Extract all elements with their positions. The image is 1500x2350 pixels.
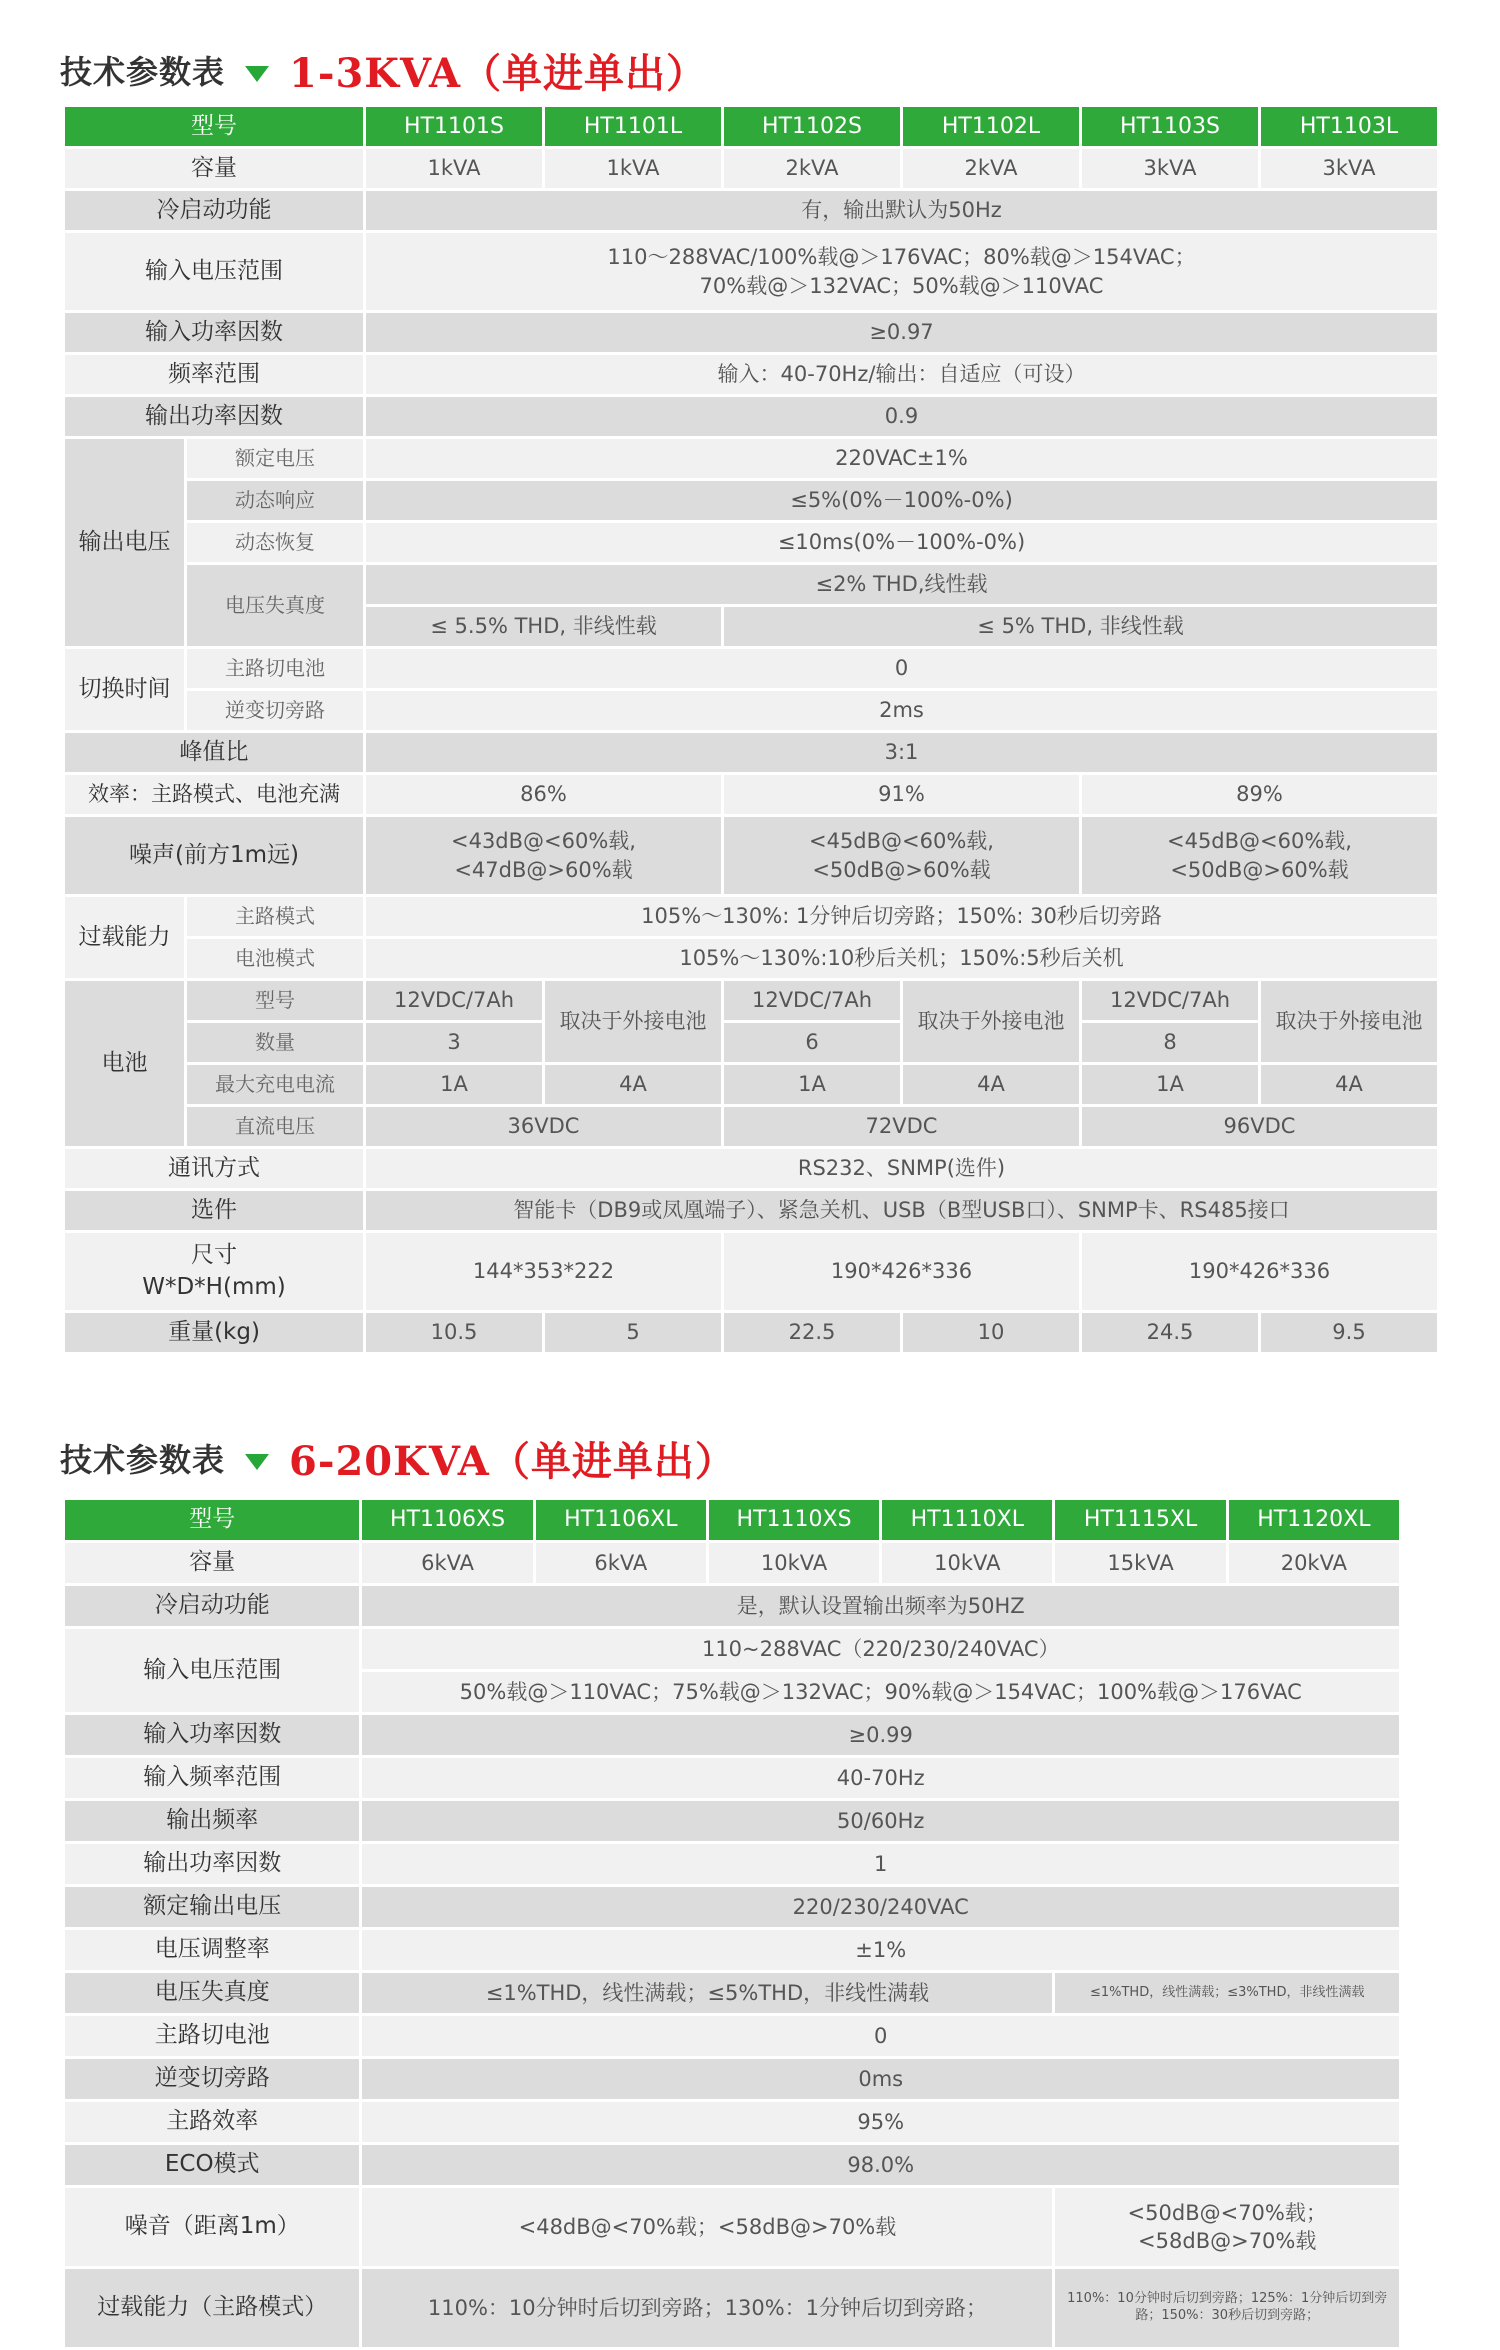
table-row — [65, 2102, 1399, 2142]
section1-title-label: 技术参数表 — [60, 53, 226, 91]
output-pf-value: 1 — [362, 1844, 1399, 1884]
table-row — [65, 897, 1437, 936]
weight-value: 10.5 — [366, 1313, 542, 1352]
noise-line: <50dB@>60%载 — [812, 857, 991, 882]
overload-battery-label: 电池模式 — [187, 939, 363, 978]
table-row — [65, 733, 1437, 772]
input-pf-label: 输入功率因数 — [65, 313, 363, 352]
table-row — [65, 1629, 1399, 1669]
overload-value: 110%：10分钟时后切到旁路；130%：1分钟后切到旁路； — [362, 2269, 1052, 2347]
input-voltage-value: 110~288VAC（220/230/240VAC） — [362, 1629, 1399, 1669]
capacity-value: 1kVA — [545, 149, 721, 188]
table-row — [65, 1065, 1437, 1104]
model-name: HT1103L — [1261, 107, 1437, 146]
input-freq-value: 40-70Hz — [362, 1758, 1399, 1798]
inverter-to-bypass-value: 0ms — [362, 2059, 1399, 2099]
capacity-label: 容量 — [65, 149, 363, 188]
table-row — [65, 439, 1437, 478]
thd-nonlinear-value: ≤ 5% THD, 非线性载 — [724, 607, 1437, 646]
cold-start-label: 冷启动功能 — [65, 1586, 359, 1626]
rated-voltage-label: 额定电压 — [187, 439, 363, 478]
overload-value: 110%：10分钟时后切到旁路；125%：1分钟后切到旁路；150%：30秒后切到旁路； — [1055, 2269, 1399, 2347]
charge-current: 4A — [545, 1065, 721, 1104]
table-row — [65, 649, 1437, 688]
table-row — [65, 1191, 1437, 1230]
battery-type: 12VDC/7Ah — [366, 981, 542, 1020]
cold-start-label: 冷启动功能 — [65, 191, 363, 230]
input-pf-value: ≥0.97 — [366, 313, 1437, 352]
crest-label: 峰值比 — [65, 733, 363, 772]
table-row — [65, 1930, 1399, 1970]
thd-linear-value: ≤2% THD,线性载 — [366, 565, 1437, 604]
model-name: HT1106XL — [536, 1500, 706, 1540]
dynamic-recovery-label: 动态恢复 — [187, 523, 363, 562]
triangle-down-icon — [245, 66, 269, 82]
size-value: 190*426*336 — [1082, 1233, 1437, 1310]
table-row — [65, 2188, 1399, 2266]
overload-main-value: 105%～130%: 1分钟后切旁路；150%: 30秒后切旁路 — [366, 897, 1437, 936]
weight-value: 24.5 — [1082, 1313, 1258, 1352]
model-header-label: 型号 — [65, 1500, 359, 1540]
battery-count: 6 — [724, 1023, 900, 1062]
table-row — [65, 1887, 1399, 1927]
table-row — [65, 1844, 1399, 1884]
capacity-value: 10kVA — [709, 1543, 879, 1583]
capacity-value: 6kVA — [536, 1543, 706, 1583]
size-label-line2: W*D*H(mm) — [142, 1273, 286, 1300]
battery-type: 12VDC/7Ah — [724, 981, 900, 1020]
section2-title-label: 技术参数表 — [60, 1441, 226, 1479]
noise-value — [1082, 817, 1437, 894]
overload-label: 过载能力（主路模式） — [65, 2269, 359, 2347]
noise-line: <45dB@<60%载, — [808, 829, 994, 854]
table-row — [65, 1107, 1437, 1146]
weight-value: 10 — [903, 1313, 1079, 1352]
cold-start-value: 是，默认设置输出频率为50HZ — [362, 1586, 1399, 1626]
charge-current: 4A — [1261, 1065, 1437, 1104]
capacity-value: 10kVA — [882, 1543, 1052, 1583]
noise-label: 噪声(前方1m远) — [65, 817, 363, 894]
noise-line: <47dB@>60%载 — [454, 857, 633, 882]
table-row — [65, 149, 1437, 188]
model-name: HT1110XS — [709, 1500, 879, 1540]
overload-main-label: 主路模式 — [187, 897, 363, 936]
noise-line: <45dB@<60%载, — [1166, 829, 1352, 854]
table-row — [65, 565, 1437, 604]
table-row — [65, 233, 1437, 310]
thd-value: ≤1%THD，线性满载；≤3%THD，非线性满载 — [1055, 1973, 1399, 2013]
dynamic-response-label: 动态响应 — [187, 481, 363, 520]
switch-time-label: 切换时间 — [65, 649, 184, 730]
noise-value — [724, 817, 1079, 894]
capacity-value: 1kVA — [366, 149, 542, 188]
battery-type-label: 型号 — [187, 981, 363, 1020]
thd-nonlinear-value: ≤ 5.5% THD, 非线性载 — [366, 607, 721, 646]
table-row — [65, 2269, 1399, 2347]
regulation-value: ±1% — [362, 1930, 1399, 1970]
input-voltage-line1: 110～288VAC/100%载@＞176VAC；80%载@＞154VAC； — [607, 245, 1196, 270]
dc-voltage: 96VDC — [1082, 1107, 1437, 1146]
output-freq-label: 输出频率 — [65, 1801, 359, 1841]
output-pf-label: 输出功率因数 — [65, 1844, 359, 1884]
dc-voltage-label: 直流电压 — [187, 1107, 363, 1146]
table-row — [65, 2145, 1399, 2185]
overload-label: 过载能力 — [65, 897, 184, 978]
section2-title-range: 6-20KVA（单进单出） — [289, 1437, 736, 1485]
table-row — [65, 817, 1437, 894]
eco-value: 98.0% — [362, 2145, 1399, 2185]
table-row — [65, 1500, 1399, 1540]
table-row — [65, 191, 1437, 230]
output-freq-value: 50/60Hz — [362, 1801, 1399, 1841]
charge-current-label: 最大充电电流 — [187, 1065, 363, 1104]
charge-current: 1A — [1082, 1065, 1258, 1104]
input-voltage-label: 输入电压范围 — [65, 233, 363, 310]
capacity-value: 2kVA — [903, 149, 1079, 188]
table-row — [65, 939, 1437, 978]
efficiency-value: 86% — [366, 775, 721, 814]
battery-external: 取决于外接电池 — [545, 981, 721, 1062]
eco-label: ECO模式 — [65, 2145, 359, 2185]
size-value: 144*353*222 — [366, 1233, 721, 1310]
noise-line: <58dB@>70%载 — [1138, 2229, 1317, 2253]
cold-start-value: 有，输出默认为50Hz — [366, 191, 1437, 230]
table-row — [65, 1313, 1437, 1352]
table-row — [65, 691, 1437, 730]
efficiency-value: 89% — [1082, 775, 1437, 814]
noise-value: <48dB@<70%载；<58dB@>70%载 — [362, 2188, 1052, 2266]
section2-title — [60, 1428, 736, 1488]
battery-type: 12VDC/7Ah — [1082, 981, 1258, 1020]
table-row — [65, 107, 1437, 146]
input-pf-label: 输入功率因数 — [65, 1715, 359, 1755]
table-row — [65, 481, 1437, 520]
main-to-battery-value: 0 — [366, 649, 1437, 688]
overload-battery-value: 105%～130%:10秒后关机；150%:5秒后关机 — [366, 939, 1437, 978]
charge-current: 1A — [366, 1065, 542, 1104]
table-row — [65, 2016, 1399, 2056]
main-efficiency-value: 95% — [362, 2102, 1399, 2142]
inverter-to-bypass-value: 2ms — [366, 691, 1437, 730]
model-name: HT1115XL — [1055, 1500, 1225, 1540]
comm-label: 通讯方式 — [65, 1149, 363, 1188]
capacity-label: 容量 — [65, 1543, 359, 1583]
battery-count: 8 — [1082, 1023, 1258, 1062]
table-row — [65, 397, 1437, 436]
noise-label: 噪音（距离1m） — [65, 2188, 359, 2266]
input-pf-value: ≥0.99 — [362, 1715, 1399, 1755]
main-efficiency-label: 主路效率 — [65, 2102, 359, 2142]
output-voltage-label: 输出电压 — [65, 439, 184, 646]
table-row — [65, 1758, 1399, 1798]
capacity-value: 15kVA — [1055, 1543, 1225, 1583]
battery-external: 取决于外接电池 — [903, 981, 1079, 1062]
table-row — [65, 1023, 1437, 1062]
main-to-battery-value: 0 — [362, 2016, 1399, 2056]
section1-title — [60, 40, 707, 100]
capacity-value: 2kVA — [724, 149, 900, 188]
weight-value: 22.5 — [724, 1313, 900, 1352]
efficiency-value: 91% — [724, 775, 1079, 814]
efficiency-label: 效率：主路模式、电池充满 — [65, 775, 363, 814]
input-voltage-value: 50%载@＞110VAC；75%载@＞132VAC；90%载@＞154VAC；100%载@＞176VAC — [362, 1672, 1399, 1712]
noise-value — [1055, 2188, 1399, 2266]
weight-value: 5 — [545, 1313, 721, 1352]
thd-label: 电压失真度 — [187, 565, 363, 646]
model-name: HT1110XL — [882, 1500, 1052, 1540]
noise-value — [366, 817, 721, 894]
spec-table-6-20kva — [62, 1497, 1402, 2350]
input-voltage-line2: 70%载@＞132VAC；50%载@＞110VAC — [699, 273, 1104, 298]
table-row — [65, 1233, 1437, 1310]
table-row — [65, 1543, 1399, 1583]
size-label-line1: 尺寸 — [191, 1242, 237, 1269]
size-value: 190*426*336 — [724, 1233, 1079, 1310]
table-row — [65, 1149, 1437, 1188]
section1-title-range: 1-3KVA（单进单出） — [289, 49, 708, 97]
model-name: HT1102S — [724, 107, 900, 146]
triangle-down-icon — [245, 1454, 269, 1470]
rated-output-label: 额定输出电压 — [65, 1887, 359, 1927]
dc-voltage: 72VDC — [724, 1107, 1079, 1146]
model-header-label: 型号 — [65, 107, 363, 146]
thd-label: 电压失真度 — [65, 1973, 359, 2013]
table-row — [65, 2059, 1399, 2099]
model-name: HT1101S — [366, 107, 542, 146]
thd-value: ≤1%THD，线性满载；≤5%THD，非线性满载 — [362, 1973, 1052, 2013]
weight-value: 9.5 — [1261, 1313, 1437, 1352]
table-row — [65, 1973, 1399, 2013]
capacity-value: 20kVA — [1229, 1543, 1399, 1583]
noise-line: <50dB@<70%载； — [1127, 2200, 1327, 2225]
regulation-label: 电压调整率 — [65, 1930, 359, 1970]
capacity-value: 3kVA — [1082, 149, 1258, 188]
size-label — [65, 1233, 363, 1310]
weight-label: 重量(kg) — [65, 1313, 363, 1352]
table-row — [65, 313, 1437, 352]
table-row — [65, 1715, 1399, 1755]
battery-count: 3 — [366, 1023, 542, 1062]
crest-value: 3:1 — [366, 733, 1437, 772]
rated-voltage-value: 220VAC±1% — [366, 439, 1437, 478]
main-to-battery-label: 主路切电池 — [187, 649, 363, 688]
freq-range-value: 输入：40-70Hz/输出：自适应（可设） — [366, 355, 1437, 394]
noise-line: <43dB@<60%载, — [450, 829, 636, 854]
output-pf-value: 0.9 — [366, 397, 1437, 436]
table-row — [65, 355, 1437, 394]
dynamic-recovery-value: ≤10ms(0%－100%-0%) — [366, 523, 1437, 562]
main-to-battery-label: 主路切电池 — [65, 2016, 359, 2056]
table-row — [65, 523, 1437, 562]
dc-voltage: 36VDC — [366, 1107, 721, 1146]
battery-count-label: 数量 — [187, 1023, 363, 1062]
rated-output-value: 220/230/240VAC — [362, 1887, 1399, 1927]
capacity-value: 3kVA — [1261, 149, 1437, 188]
table-row — [65, 1801, 1399, 1841]
table-row — [65, 981, 1437, 1020]
input-freq-label: 输入频率范围 — [65, 1758, 359, 1798]
battery-external: 取决于外接电池 — [1261, 981, 1437, 1062]
charge-current: 4A — [903, 1065, 1079, 1104]
input-voltage-value — [366, 233, 1437, 310]
spec-table-1-3kva — [62, 104, 1440, 1355]
table-row — [65, 775, 1437, 814]
options-label: 选件 — [65, 1191, 363, 1230]
options-value: 智能卡（DB9或凤凰端子）、紧急关机、USB（B型USB口）、SNMP卡、RS485接口 — [366, 1191, 1437, 1230]
model-name: HT1106XS — [362, 1500, 532, 1540]
model-name: HT1102L — [903, 107, 1079, 146]
battery-label: 电池 — [65, 981, 184, 1146]
inverter-to-bypass-label: 逆变切旁路 — [65, 2059, 359, 2099]
dynamic-response-value: ≤5%(0%－100%-0%) — [366, 481, 1437, 520]
model-name: HT1101L — [545, 107, 721, 146]
table-row — [65, 1586, 1399, 1626]
charge-current: 1A — [724, 1065, 900, 1104]
freq-range-label: 频率范围 — [65, 355, 363, 394]
input-voltage-label: 输入电压范围 — [65, 1629, 359, 1712]
comm-value: RS232、SNMP(选件) — [366, 1149, 1437, 1188]
output-pf-label: 输出功率因数 — [65, 397, 363, 436]
model-name: HT1103S — [1082, 107, 1258, 146]
capacity-value: 6kVA — [362, 1543, 532, 1583]
noise-line: <50dB@>60%载 — [1170, 857, 1349, 882]
model-name: HT1120XL — [1229, 1500, 1399, 1540]
inverter-to-bypass-label: 逆变切旁路 — [187, 691, 363, 730]
